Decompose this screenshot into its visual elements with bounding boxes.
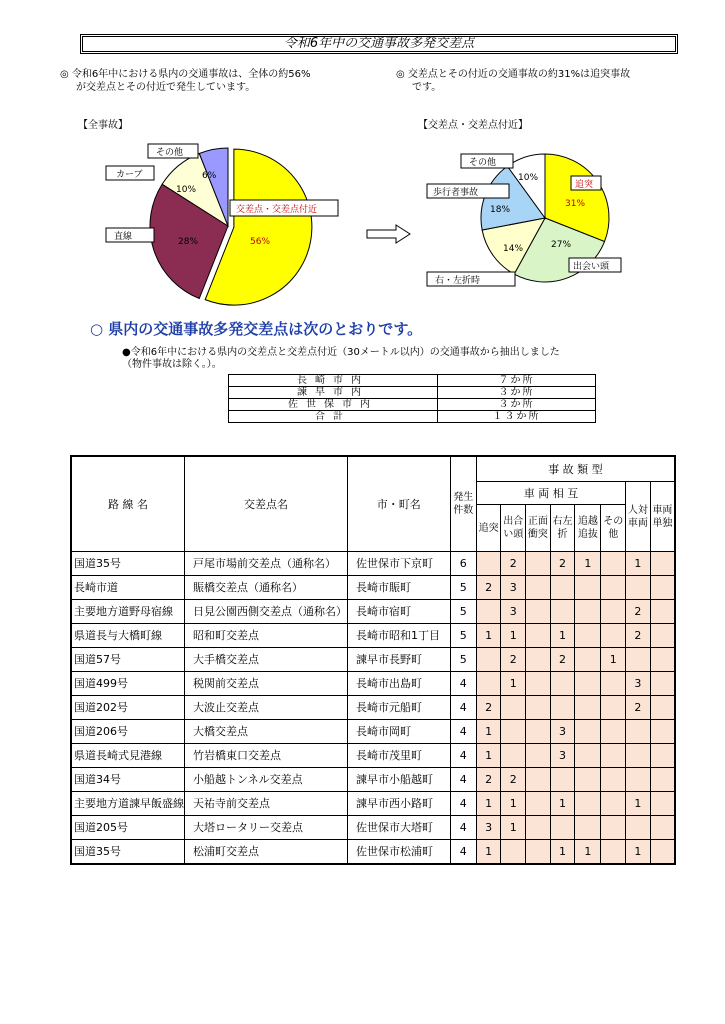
right-label-27: 27%	[551, 240, 572, 250]
right-section-label: 【交差点・交差点付近】	[418, 120, 528, 131]
route-cell: 主要地方道野母宿線	[71, 600, 185, 624]
table-row	[71, 672, 675, 696]
single-cell	[650, 840, 675, 865]
turn-cell	[550, 576, 575, 600]
other-cell	[601, 792, 626, 816]
table-row	[71, 792, 675, 816]
frontal-cell	[526, 792, 551, 816]
single-cell	[650, 816, 675, 840]
crossing-cell: 日見公園西側交差点（通称名）	[185, 600, 348, 624]
pedestrian-cell: 1	[626, 840, 651, 865]
pedestrian-cell: 2	[626, 624, 651, 648]
count-cell: 4	[450, 840, 476, 865]
note-right	[396, 68, 696, 94]
route-cell: 国道205号	[71, 816, 185, 840]
header-accident-type: 事 故 類 型	[476, 456, 675, 482]
route-cell: 国道57号	[71, 648, 185, 672]
header-count: 発生件数	[450, 456, 476, 552]
count-cell: 4	[450, 720, 476, 744]
city-cell: 長崎市元船町	[348, 696, 451, 720]
left-section-label: 【全事故】	[78, 120, 128, 131]
crossing-cell: 竹岩橋東口交差点	[185, 744, 348, 768]
rear-cell: 2	[476, 696, 501, 720]
frontal-cell	[526, 600, 551, 624]
city-cell: 佐世保市下京町	[348, 552, 451, 576]
single-cell	[650, 792, 675, 816]
other-cell	[601, 840, 626, 865]
overtake-cell: 1	[575, 552, 601, 576]
frontal-cell	[526, 720, 551, 744]
count-cell: 5	[450, 576, 476, 600]
overtake-cell	[575, 624, 601, 648]
count-cell: 5	[450, 648, 476, 672]
overtake-cell	[575, 792, 601, 816]
turn-cell: 2	[550, 648, 575, 672]
route-cell: 国道202号	[71, 696, 185, 720]
count-cell: 5	[450, 600, 476, 624]
single-cell	[650, 720, 675, 744]
pedestrian-cell	[626, 816, 651, 840]
left-callout-curve: カーブ	[116, 170, 143, 180]
pedestrian-cell: 3	[626, 672, 651, 696]
turn-cell	[550, 768, 575, 792]
header-meet: 出合い頭	[501, 505, 526, 552]
rear-cell: 2	[476, 576, 501, 600]
rear-cell: 1	[476, 624, 501, 648]
header-frontal: 正面衝突	[526, 505, 551, 552]
table-row	[71, 720, 675, 744]
city-cell: 諫早市西小路町	[348, 792, 451, 816]
pedestrian-cell	[626, 768, 651, 792]
pedestrian-cell: 1	[626, 552, 651, 576]
crossing-cell: 松浦町交差点	[185, 840, 348, 865]
section-heading: ○ 県内の交通事故多発交差点は次のとおりです。	[90, 320, 423, 338]
turn-cell	[550, 696, 575, 720]
meet-cell: 2	[501, 648, 526, 672]
overtake-cell	[575, 672, 601, 696]
note-left	[60, 68, 380, 94]
crossing-cell: 昭和町交差点	[185, 624, 348, 648]
other-cell	[601, 720, 626, 744]
header-vehicle-mutual: 車 両 相 互	[476, 482, 625, 505]
overtake-cell: 1	[575, 840, 601, 865]
note-right-line-2: です。	[412, 82, 442, 93]
header-overtake: 追越追抜	[575, 505, 601, 552]
city-cell: 長崎市宿町	[348, 600, 451, 624]
header-city: 市・町名	[348, 456, 451, 552]
count-cell: 4	[450, 768, 476, 792]
single-cell	[650, 600, 675, 624]
meet-cell	[501, 744, 526, 768]
meet-cell	[501, 840, 526, 865]
other-cell	[601, 576, 626, 600]
meet-cell	[501, 720, 526, 744]
crossing-cell: 小船越トンネル交差点	[185, 768, 348, 792]
pedestrian-cell: 2	[626, 600, 651, 624]
crossing-cell: 大橋交差点	[185, 720, 348, 744]
other-cell	[601, 624, 626, 648]
overtake-cell	[575, 768, 601, 792]
table-row	[71, 768, 675, 792]
crossing-cell: 大手橋交差点	[185, 648, 348, 672]
summary-value: １３か所	[438, 411, 596, 423]
turn-cell	[550, 672, 575, 696]
meet-cell: 1	[501, 816, 526, 840]
turn-cell	[550, 816, 575, 840]
meet-cell: 2	[501, 768, 526, 792]
city-cell: 諫早市長野町	[348, 648, 451, 672]
left-label-10: 10%	[176, 185, 197, 195]
subnote	[122, 347, 642, 371]
meet-cell: 2	[501, 552, 526, 576]
meet-cell: 1	[501, 672, 526, 696]
turn-cell: 2	[550, 552, 575, 576]
overtake-cell	[575, 648, 601, 672]
other-cell	[601, 672, 626, 696]
turn-cell: 1	[550, 840, 575, 865]
overtake-cell	[575, 576, 601, 600]
single-cell	[650, 552, 675, 576]
arrow-icon	[366, 224, 412, 244]
left-pie-slices	[150, 148, 312, 305]
note-left-line-1: ◎ 令和6年中における県内の交通事故は、全体の約56%	[60, 69, 311, 80]
frontal-cell	[526, 648, 551, 672]
summary-row	[229, 399, 596, 411]
route-cell: 国道35号	[71, 840, 185, 865]
single-cell	[650, 624, 675, 648]
right-pie-chart	[425, 150, 625, 290]
rear-cell: 1	[476, 840, 501, 865]
right-label-31: 31%	[565, 199, 586, 209]
turn-cell: 1	[550, 792, 575, 816]
city-cell: 長崎市茂里町	[348, 744, 451, 768]
overtake-cell	[575, 696, 601, 720]
right-callout-other: その他	[469, 158, 497, 168]
page-title: 令和6年中の交通事故多発交差点	[82, 36, 676, 52]
single-cell	[650, 696, 675, 720]
pedestrian-cell: 1	[626, 792, 651, 816]
intersection-table	[70, 455, 676, 865]
city-cell: 長崎市岡町	[348, 720, 451, 744]
crossing-cell: 戸尾市場前交差点（通称名）	[185, 552, 348, 576]
header-turn: 右左折	[550, 505, 575, 552]
summary-label: 合計	[229, 411, 438, 423]
single-cell	[650, 744, 675, 768]
table-row	[71, 600, 675, 624]
table-row	[71, 576, 675, 600]
summary-label: 諫早市内	[229, 387, 438, 399]
count-cell: 4	[450, 792, 476, 816]
frontal-cell	[526, 744, 551, 768]
single-cell	[650, 648, 675, 672]
summary-row	[229, 375, 596, 387]
single-cell	[650, 672, 675, 696]
count-cell: 6	[450, 552, 476, 576]
meet-cell: 1	[501, 624, 526, 648]
count-cell: 4	[450, 696, 476, 720]
summary-value: ７か所	[438, 375, 596, 387]
frontal-cell	[526, 768, 551, 792]
city-cell: 佐世保市大塔町	[348, 816, 451, 840]
left-label-28: 28%	[178, 237, 199, 247]
route-cell: 県道長崎式見港線	[71, 744, 185, 768]
right-label-18: 18%	[490, 205, 511, 215]
route-cell: 長崎市道	[71, 576, 185, 600]
turn-cell: 3	[550, 720, 575, 744]
route-cell: 国道34号	[71, 768, 185, 792]
turn-cell	[550, 600, 575, 624]
pedestrian-cell	[626, 576, 651, 600]
other-cell	[601, 816, 626, 840]
crossing-cell: 大塔ロータリー交差点	[185, 816, 348, 840]
rear-cell: 3	[476, 816, 501, 840]
other-cell	[601, 744, 626, 768]
header-route: 路 線 名	[71, 456, 185, 552]
frontal-cell	[526, 552, 551, 576]
frontal-cell	[526, 840, 551, 865]
pedestrian-cell	[626, 744, 651, 768]
overtake-cell	[575, 816, 601, 840]
right-label-14: 14%	[503, 244, 524, 254]
crossing-cell: 賑橋交差点（通称名）	[185, 576, 348, 600]
header-crossing: 交差点名	[185, 456, 348, 552]
frontal-cell	[526, 696, 551, 720]
turn-cell: 1	[550, 624, 575, 648]
city-cell: 長崎市賑町	[348, 576, 451, 600]
count-cell: 5	[450, 624, 476, 648]
summary-value: ３か所	[438, 387, 596, 399]
table-row	[71, 624, 675, 648]
crossing-cell: 税関前交差点	[185, 672, 348, 696]
crossing-cell: 天祐寺前交差点	[185, 792, 348, 816]
subnote-line-2: （物件事故は除く。）。	[122, 359, 222, 370]
frontal-cell	[526, 816, 551, 840]
other-cell: 1	[601, 648, 626, 672]
meet-cell	[501, 696, 526, 720]
left-label-6: 6%	[202, 171, 217, 181]
meet-cell: 1	[501, 792, 526, 816]
crossing-cell: 大波止交差点	[185, 696, 348, 720]
table-row	[71, 744, 675, 768]
meet-cell: 3	[501, 576, 526, 600]
table-row	[71, 648, 675, 672]
route-cell: 国道206号	[71, 720, 185, 744]
left-callout-chokusen: 直線	[114, 232, 133, 242]
single-cell	[650, 576, 675, 600]
summary-table	[228, 374, 596, 423]
rear-cell: 1	[476, 792, 501, 816]
city-cell: 諫早市小船越町	[348, 768, 451, 792]
header-rear: 追突	[476, 505, 501, 552]
header-pedestrian: 人対車両	[626, 482, 651, 552]
city-cell: 長崎市昭和1丁目	[348, 624, 451, 648]
overtake-cell	[575, 600, 601, 624]
left-callout-kyousaten: 交差点・交差点付近	[236, 205, 318, 215]
right-callout-hokousha: 歩行者事故	[433, 188, 479, 198]
rear-cell	[476, 552, 501, 576]
right-callout-usetsu: 右・左折時	[435, 276, 481, 286]
city-cell: 佐世保市松浦町	[348, 840, 451, 865]
rear-cell: 2	[476, 768, 501, 792]
other-cell	[601, 600, 626, 624]
table-row	[71, 552, 675, 576]
other-cell	[601, 768, 626, 792]
left-callout-other: その他	[156, 148, 184, 158]
pedestrian-cell	[626, 648, 651, 672]
rear-cell	[476, 600, 501, 624]
header-other: その他	[601, 505, 626, 552]
table-row	[71, 816, 675, 840]
right-callout-tsuitotsu: 追突	[575, 180, 594, 190]
single-cell	[650, 768, 675, 792]
meet-cell: 3	[501, 600, 526, 624]
route-cell: 国道35号	[71, 552, 185, 576]
title-box	[80, 34, 678, 54]
count-cell: 4	[450, 672, 476, 696]
note-left-line-2: が交差点とその付近で発生しています。	[76, 82, 256, 93]
left-pie-chart	[100, 140, 360, 310]
summary-row	[229, 411, 596, 423]
table-row	[71, 696, 675, 720]
rear-cell: 1	[476, 744, 501, 768]
right-callout-deai: 出会い頭	[573, 262, 610, 272]
rear-cell: 1	[476, 720, 501, 744]
rear-cell	[476, 648, 501, 672]
count-cell: 4	[450, 744, 476, 768]
frontal-cell	[526, 576, 551, 600]
other-cell	[601, 696, 626, 720]
overtake-cell	[575, 720, 601, 744]
frontal-cell	[526, 624, 551, 648]
frontal-cell	[526, 672, 551, 696]
summary-value: ３か所	[438, 399, 596, 411]
rear-cell	[476, 672, 501, 696]
right-label-10: 10%	[518, 173, 539, 183]
count-cell: 4	[450, 816, 476, 840]
subnote-line-1: ●令和6年中における県内の交差点と交差点付近（30メートル以内）の交通事故から抽出しました	[122, 347, 560, 358]
summary-label: 長崎市内	[229, 375, 438, 387]
summary-row	[229, 387, 596, 399]
pedestrian-cell	[626, 720, 651, 744]
note-right-line-1: ◎ 交差点とその付近の交通事故の約31%は追突事故	[396, 69, 631, 80]
route-cell: 主要地方道諫早飯盛線	[71, 792, 185, 816]
turn-cell: 3	[550, 744, 575, 768]
header-single: 車両単独	[650, 482, 675, 552]
pedestrian-cell: 2	[626, 696, 651, 720]
left-label-56: 56%	[250, 237, 271, 247]
summary-label: 佐世保市内	[229, 399, 438, 411]
route-cell: 県道長与大橋町線	[71, 624, 185, 648]
route-cell: 国道499号	[71, 672, 185, 696]
other-cell	[601, 552, 626, 576]
table-row	[71, 840, 675, 865]
city-cell: 長崎市出島町	[348, 672, 451, 696]
overtake-cell	[575, 744, 601, 768]
